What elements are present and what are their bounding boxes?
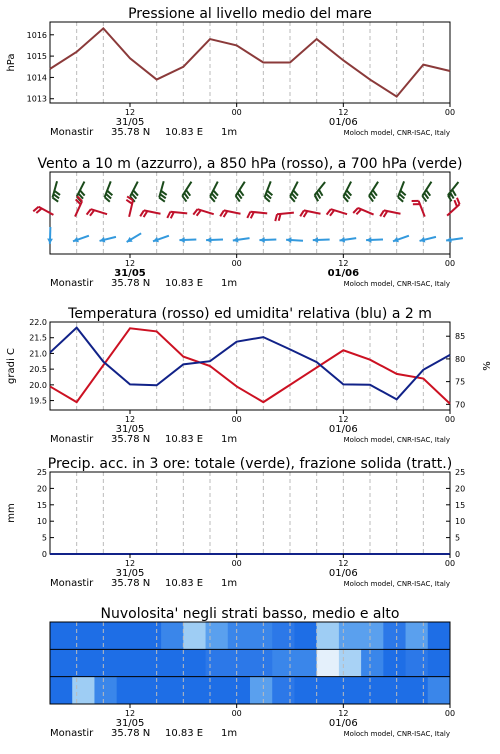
cloud-cell: [428, 677, 451, 705]
humidity-line: [50, 328, 450, 400]
y-tick-label: 1014: [27, 73, 47, 82]
station-lon: 10.83 E: [165, 127, 203, 138]
cloud-cell: [406, 677, 429, 705]
station-name: Monastir: [50, 127, 94, 138]
model-credit: Moloch model, CNR-ISAC, Italy: [344, 280, 450, 288]
station-lon: 10.83 E: [165, 434, 203, 445]
y-tick-label: 21.5: [29, 334, 47, 343]
wind-barb: [220, 210, 224, 216]
x-tick-label: 12: [125, 709, 135, 718]
cloud-cell: [72, 677, 95, 705]
y-tick-label: 0: [42, 550, 47, 559]
cloud-cell: [161, 649, 184, 677]
cloud-cell: [117, 622, 140, 650]
station-name: Monastir: [50, 728, 94, 739]
station-name: Monastir: [50, 434, 94, 445]
y-tick-label: 10: [37, 517, 47, 526]
plot-frame: [50, 22, 450, 103]
wind-arrowhead: [286, 237, 291, 243]
station-elev: 1m: [221, 434, 237, 445]
wind-barb: [224, 211, 228, 217]
date-label: 01/06: [329, 718, 358, 729]
cloud-cell: [50, 649, 73, 677]
x-tick-label: 00: [445, 415, 455, 424]
x-tick-label: 00: [445, 559, 455, 568]
chart-title: Temperatura (rosso) ed umidita' relativa (blu) a 2 m: [67, 306, 432, 322]
y-tick-label: 15: [37, 501, 47, 510]
station-lat: 35.78 N: [111, 578, 150, 589]
cloud-cell: [317, 677, 340, 705]
cloud-cell: [339, 622, 362, 650]
y-axis-label: mm: [6, 503, 17, 522]
y2-tick-label: 85: [455, 332, 465, 341]
cloud-cell: [428, 622, 451, 650]
cloud-cell: [50, 622, 73, 650]
x-tick-label: 00: [232, 709, 242, 718]
cloud-cell: [228, 622, 251, 650]
cloud-cell: [250, 677, 273, 705]
station-lat: 35.78 N: [111, 728, 150, 739]
y2-tick-label: 10: [455, 517, 465, 526]
date-label: 31/05: [116, 424, 145, 435]
wind-barb: [452, 190, 456, 196]
wind-arrowhead: [179, 237, 184, 243]
cloud-cell: [228, 677, 251, 705]
x-tick-label: 12: [125, 108, 135, 117]
y2-tick-label: 20: [455, 484, 465, 493]
x-tick-label: 12: [338, 259, 348, 268]
cloud-cell: [183, 649, 206, 677]
cloud-cell: [406, 649, 429, 677]
x-tick-label: 12: [338, 108, 348, 117]
x-tick-label: 00: [232, 415, 242, 424]
cloud-cell: [339, 677, 362, 705]
y2-tick-label: 15: [455, 501, 465, 510]
x-tick-label: 12: [338, 559, 348, 568]
y2-tick-label: 70: [455, 400, 465, 409]
wind-barb: [454, 200, 457, 207]
station-name: Monastir: [50, 578, 94, 589]
cloud-cell: [339, 649, 362, 677]
model-credit: Moloch model, CNR-ISAC, Italy: [344, 436, 450, 444]
station-elev: 1m: [221, 728, 237, 739]
station-name: Monastir: [50, 278, 94, 289]
date-label: 31/05: [114, 268, 146, 279]
chart-title: Precip. acc. in 3 ore: totale (verde), frazione solida (tratt.): [48, 456, 452, 472]
cloud-cell: [317, 622, 340, 650]
y-axis-label: gradi C: [6, 348, 17, 384]
cloud-cell: [383, 622, 406, 650]
x-tick-label: 12: [125, 259, 135, 268]
wind-barb: [251, 212, 254, 218]
cloud-cell: [183, 677, 206, 705]
x-tick-label: 12: [125, 559, 135, 568]
cloud-cell: [428, 649, 451, 677]
station-lon: 10.83 E: [165, 278, 203, 289]
wind-barb: [304, 211, 308, 217]
cloud-cell: [272, 649, 295, 677]
cloud-cell: [117, 677, 140, 705]
cloud-cell: [361, 649, 384, 677]
y-tick-label: 5: [42, 534, 47, 543]
y2-tick-label: 75: [455, 378, 465, 387]
x-tick-label: 00: [445, 108, 455, 117]
station-elev: 1m: [221, 127, 237, 138]
wind-barb: [247, 212, 250, 218]
date-label: 31/05: [116, 718, 145, 729]
wind-barb: [144, 211, 148, 217]
y-tick-label: 19.5: [29, 397, 47, 406]
x-tick-label: 12: [125, 415, 135, 424]
chart-title: Pressione al livello medio del mare: [128, 6, 372, 22]
wind-barb: [140, 210, 144, 216]
cloud-cell: [294, 649, 317, 677]
cloud-cell: [272, 622, 295, 650]
y2-tick-label: 0: [455, 550, 460, 559]
station-lon: 10.83 E: [165, 728, 203, 739]
model-credit: Moloch model, CNR-ISAC, Italy: [344, 730, 450, 738]
y-tick-label: 21.0: [29, 349, 47, 358]
wind-barb: [457, 198, 460, 205]
x-tick-label: 12: [338, 709, 348, 718]
cloud-cell: [72, 649, 95, 677]
plot-frame: [50, 472, 450, 554]
cloud-cell: [406, 622, 429, 650]
x-tick-label: 00: [445, 259, 455, 268]
cloud-cell: [50, 677, 73, 705]
date-label: 01/06: [329, 424, 358, 435]
y2-tick-label: 5: [455, 534, 460, 543]
station-elev: 1m: [221, 278, 237, 289]
cloud-cell: [117, 649, 140, 677]
station-lat: 35.78 N: [111, 278, 150, 289]
y-tick-label: 20.0: [29, 381, 47, 390]
y-axis-label: hPa: [6, 53, 17, 71]
cloud-cell: [361, 677, 384, 705]
wind-barb: [126, 200, 132, 204]
wind-arrowhead: [366, 237, 371, 243]
cloud-cell: [206, 622, 229, 650]
x-tick-label: 00: [232, 259, 242, 268]
y-tick-label: 20: [37, 484, 47, 493]
wind-arrowhead: [259, 237, 264, 243]
date-label: 01/06: [329, 117, 358, 128]
wind-arrowhead: [47, 239, 53, 244]
y-tick-label: 25: [37, 468, 47, 477]
cloud-cell: [183, 622, 206, 650]
cloud-cell: [272, 677, 295, 705]
cloud-cell: [228, 649, 251, 677]
cloud-cell: [206, 677, 229, 705]
cloud-cell: [361, 622, 384, 650]
wind-barb: [300, 210, 304, 216]
x-tick-label: 12: [338, 415, 348, 424]
date-label: 01/06: [329, 568, 358, 579]
cloud-cell: [72, 622, 95, 650]
date-label: 31/05: [116, 568, 145, 579]
cloud-cell: [294, 677, 317, 705]
cloud-cell: [139, 622, 162, 650]
station-lon: 10.83 E: [165, 578, 203, 589]
y2-tick-label: 80: [455, 355, 465, 364]
wind-barb: [171, 212, 174, 218]
wind-arrowhead: [313, 237, 318, 243]
y-tick-label: 1016: [27, 31, 47, 40]
cloud-cell: [317, 649, 340, 677]
date-label: 01/06: [328, 268, 360, 279]
wind-barb: [167, 212, 170, 218]
chart-title: Vento a 10 m (azzurro), a 850 hPa (rosso), a 700 hPa (verde): [37, 156, 462, 172]
cloud-cell: [139, 649, 162, 677]
wind-barb: [380, 210, 384, 216]
x-tick-label: 00: [232, 559, 242, 568]
wind-barb: [275, 214, 277, 221]
cloud-cell: [206, 649, 229, 677]
y-tick-label: 1015: [27, 52, 47, 61]
y-tick-label: 20.5: [29, 365, 47, 374]
cloud-cell: [294, 622, 317, 650]
model-credit: Moloch model, CNR-ISAC, Italy: [344, 580, 450, 588]
pressure-line: [50, 28, 450, 96]
cloud-cell: [94, 677, 117, 705]
model-credit: Moloch model, CNR-ISAC, Italy: [344, 129, 450, 137]
date-label: 31/05: [116, 117, 145, 128]
cloud-cell: [94, 622, 117, 650]
cloud-cell: [161, 622, 184, 650]
station-lat: 35.78 N: [111, 127, 150, 138]
y-tick-label: 22.0: [29, 318, 47, 327]
x-tick-label: 00: [445, 709, 455, 718]
x-tick-label: 00: [232, 108, 242, 117]
y2-axis-label: %: [482, 361, 493, 371]
cloud-cell: [139, 677, 162, 705]
cloud-cell: [161, 677, 184, 705]
wind-arrowhead: [206, 237, 211, 243]
cloud-cell: [250, 649, 273, 677]
cloud-cell: [383, 677, 406, 705]
cloud-cell: [94, 649, 117, 677]
chart-title: Nuvolosita' negli strati basso, medio e alto: [101, 606, 400, 622]
wind-barb: [319, 190, 323, 196]
y-tick-label: 1013: [27, 95, 47, 104]
wind-barb: [384, 211, 388, 217]
cloud-cell: [383, 649, 406, 677]
station-lat: 35.78 N: [111, 434, 150, 445]
y2-tick-label: 25: [455, 468, 465, 477]
cloud-cell: [250, 622, 273, 650]
wind-barb: [317, 192, 321, 198]
wind-barb: [450, 192, 454, 198]
station-elev: 1m: [221, 578, 237, 589]
